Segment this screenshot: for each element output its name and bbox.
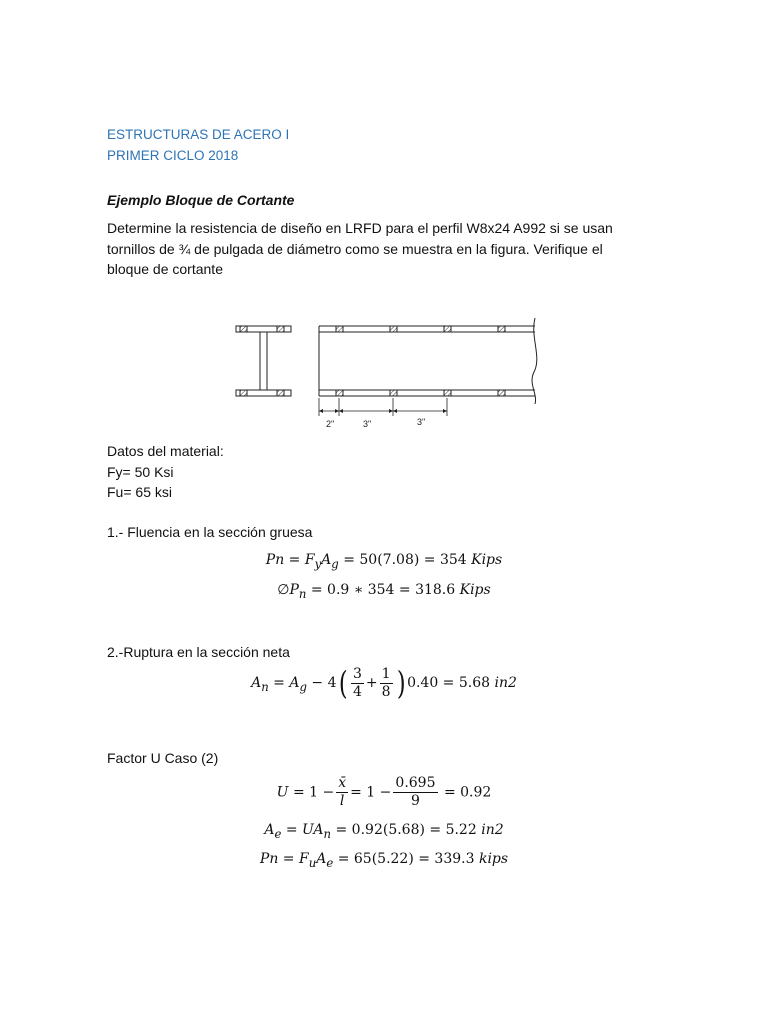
fraction-0695-9: $\frac{0.695}{9}$: [395, 775, 436, 809]
section1-title: 1.- Fluencia en la sección gruesa: [107, 524, 313, 540]
equation-u: U = 1 − $\frac{x̄}{l}$ = 1 − $\frac{0.695}{9}$ = 0.92: [276, 775, 492, 809]
equation-pn-yield: $Pn = F_yA_g = 50(7.08) = 354$ Kips: [265, 552, 503, 571]
equation-an: $A_n = A_g - 4$( $\frac{3}{4}$ + $\frac{1}{8}$ ) 0.40 = 5.68 in2: [251, 664, 517, 702]
material-block: [107, 441, 224, 503]
plus-sign: +: [365, 675, 378, 691]
material-title: Datos del material:: [107, 443, 224, 459]
an-tail: 0.40 = 5.68: [407, 675, 491, 691]
dim-label-3: 3": [417, 417, 426, 427]
an-minus-4: − 4: [311, 675, 337, 691]
fraction-1-8: $\frac{1}{8}$: [381, 665, 391, 700]
course-title: ESTRUCTURAS DE ACERO I: [107, 127, 290, 142]
equation-ae: $A_e = UA_n = 0.92(5.68) = 5.22$ in2: [264, 822, 504, 841]
an-unit: in2: [494, 675, 517, 691]
fraction-3-4: $\frac{3}{4}$: [353, 665, 362, 700]
fraction-xbar-l: $\frac{x̄}{l}$: [338, 775, 347, 809]
course-cycle: PRIMER CICLO 2018: [107, 148, 239, 163]
material-fu: Fu= 65 ksi: [107, 484, 172, 500]
plate-plan-drawing: [319, 318, 537, 416]
dim-label-1: 2": [326, 419, 335, 429]
eq2-rhs: = 0.9 ∗ 354 = 318.6: [310, 582, 456, 598]
dim-label-2: 3": [363, 419, 372, 429]
factor-u-title: Factor U Caso (2): [107, 750, 219, 766]
example-title: Ejemplo Bloque de Cortante: [107, 192, 295, 208]
problem-line-1: Determine la resistencia de diseño en LRFD para el perfil W8x24 A992 si se usan: [107, 220, 613, 236]
problem-line-3: bloque de cortante: [107, 261, 223, 277]
connection-figure: [230, 312, 550, 434]
eq1-rhs: = 50(7.08) = 354: [343, 552, 467, 568]
eq1-unit: Kips: [471, 552, 503, 568]
material-fy: Fy= 50 Ksi: [107, 463, 174, 480]
eq2-unit: Kips: [459, 582, 491, 598]
w-section-drawing: [236, 326, 291, 396]
section2-title: 2.-Ruptura en la sección neta: [107, 644, 290, 660]
equation-phi-pn-yield: $\emptyset P_n = 0.9$ ∗ 354 = 318.6 Kips: [277, 582, 491, 601]
problem-line-2: tornillos de ¾ de pulgada de diámetro como se muestra en la figura. Verifique el: [107, 240, 603, 257]
problem-statement: [107, 218, 613, 280]
equation-pn-rupture: $Pn = F_uA_e = 65(5.22) = 339.3$ kips: [259, 851, 509, 870]
